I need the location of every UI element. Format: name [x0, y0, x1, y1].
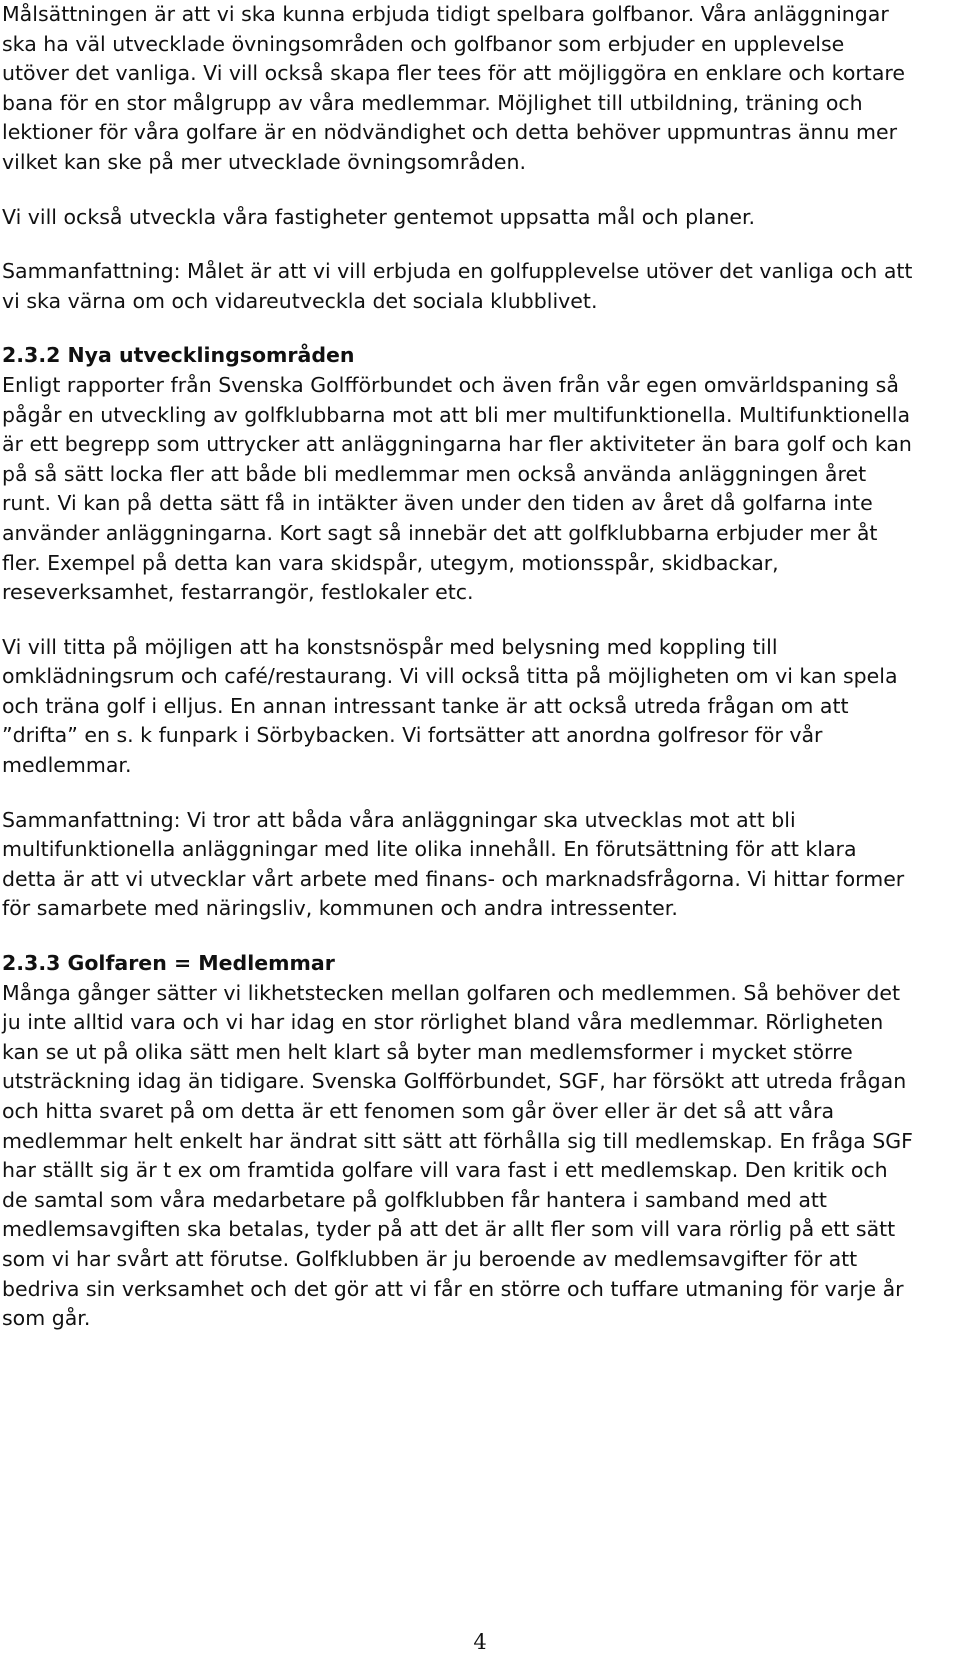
body-paragraph: Många gånger sätter vi likhetstecken mellan golfaren och medlemmen. Så behöver det ju inte alltid vara och vi har idag en stor rörlighet bland våra medlemmar. Rörligheten kan se ut på olika sätt men helt klart så byter man medlemsformer i mycket större utsträckning idag än tidigare. Svenska Golfförbundet, SGF, har försökt att utreda frågan och hitta svaret på om detta är ett fenomen som går över eller är det så att våra medlemmar helt enkelt har ändrat sitt sätt att förhålla sig till medlemskap. En fråga SGF har ställt sig är t ex om framtida golfare vill vara fast i ett medlemskap. Den kritik och de samtal som våra medarbetare på golfklubben får hantera i samband med att medlemsavgiften ska betalas, tyder på att det är allt fler som vill vara rörlig på ett sätt som vi har svårt att förutse. Golfklubben är ju beroende av medlemsavgifter för att bedriva sin verksamhet och det gör att vi får en större och tuffare utmaning för varje år som går. [2, 980, 913, 1331]
section-new-development-areas [2, 341, 914, 607]
page-number: 4 [473, 1630, 487, 1654]
property-paragraph: Vi vill också utveckla våra fastigheter gentemot uppsatta mål och planer. [2, 204, 756, 229]
intro-paragraph: Målsättningen är att vi ska kunna erbjuda tidigt spelbara golfbanor. Våra anläggningar ska ha väl utvecklade övningsområden och golfbanor som erbjuder en upplevelse utöver det vanliga. Vi vill också skapa fler tees för att möjliggöra en enklare och kortare bana för en stor målgrupp av våra medlemmar. Möjlighet till utbildning, träning och lektioner för våra golfare är en nödvändighet och detta behöver uppmuntras ännu mer vilket kan ske på mer utvecklade övningsområden. [2, 2, 905, 174]
summary-paragraph: Sammanfattning: Vi tror att båda våra anläggningar ska utvecklas mot att bli multifunktionella anläggningar med lite olika innehåll. En förutsättning för att klara detta är att vi utvecklar vårt arbete med finans- och marknadsfrågorna. Vi hittar former för samarbete med näringsliv, kommunen och andra intressenter. [2, 807, 905, 921]
section-heading: 2.3.3 Golfaren = Medlemmar [2, 951, 335, 976]
section-heading: 2.3.2 Nya utvecklingsområden [2, 343, 355, 368]
body-paragraph: Vi vill titta på möjligen att ha konstsnöspår med belysning med koppling till omklädningsrum och café/restaurang. Vi vill också titta på möjligheten om vi kan spela och träna golf i elljus. En annan intressant tanke är att också utreda frågan om att ”drifta” en s. k funpark i Sörbybacken. Vi fortsätter att anordna golfresor för vår medlemmar. [2, 634, 898, 778]
body-paragraph: Enligt rapporter från Svenska Golfförbundet och även från vår egen omvärldspaning så pågår en utveckling av golfklubbarna mot att bli mer multifunktionella. Multifunktionella är ett begrepp som uttrycker att anläggningarna har fler aktiviteter än bara golf och kan på så sätt locka fler att både bli medlemmar men också använda anläggningen året runt. Vi kan på detta sätt få in intäkter även under den tiden av året då golfarna inte använder anläggningarna. Kort sagt så innebär det att golfklubbarna erbjuder mer åt fler. Exempel på detta kan vara skidspår, utegym, motionsspår, skidbackar, reseverksamhet, festarrangör, festlokaler etc. [2, 372, 912, 605]
summary-paragraph: Sammanfattning: Målet är att vi vill erbjuda en golfupplevelse utöver det vanliga och att vi ska värna om och vidareutveckla det sociala klubblivet. [2, 259, 913, 313]
section-golfer-members [2, 949, 914, 1334]
